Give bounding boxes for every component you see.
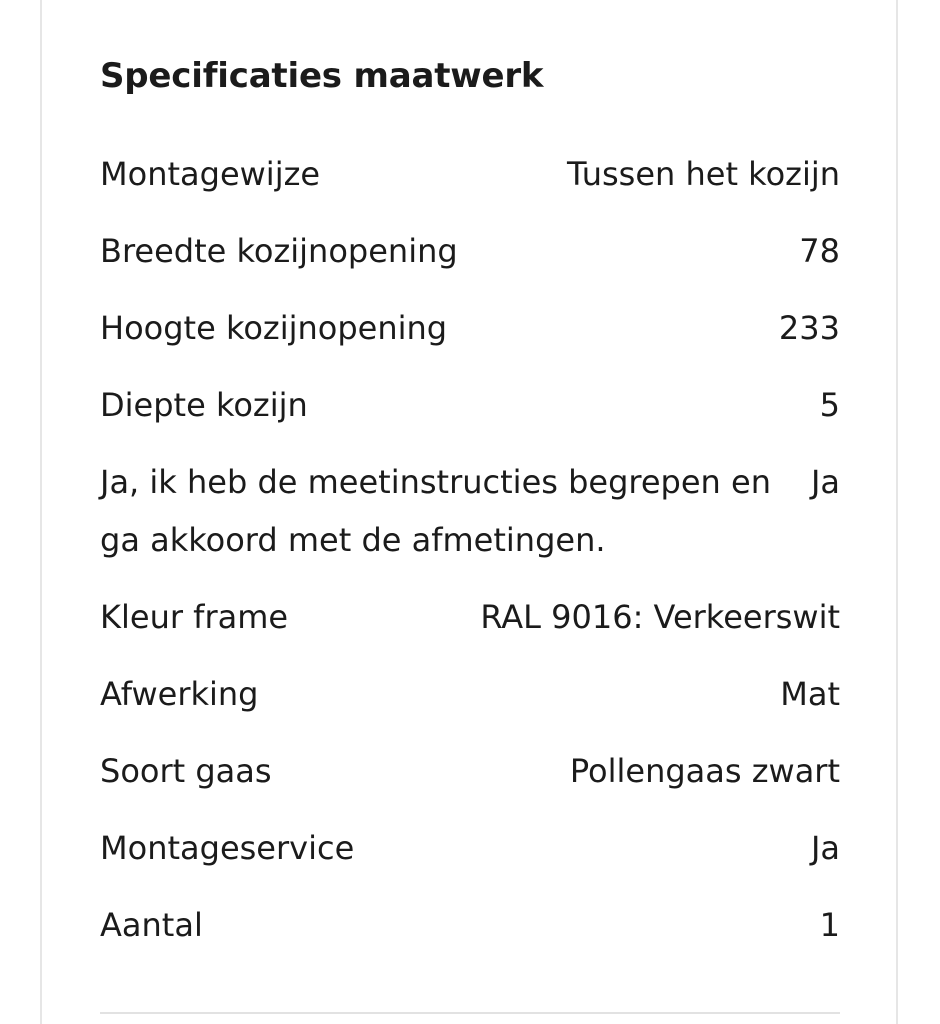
spec-row-meetinstructies xyxy=(100,453,840,569)
spec-list xyxy=(100,145,840,973)
spec-value: 78 xyxy=(799,232,840,270)
spec-row-diepte xyxy=(100,376,840,434)
spec-value: Ja xyxy=(810,829,840,867)
spec-label: Diepte kozijn xyxy=(100,386,308,424)
spec-label: Afwerking xyxy=(100,675,259,713)
spec-value: 233 xyxy=(778,309,840,347)
spec-row-breedte xyxy=(100,222,840,280)
spec-value: Mat xyxy=(780,675,840,713)
spec-value: Ja xyxy=(810,463,840,501)
section-divider xyxy=(100,1012,840,1014)
spec-label: Aantal xyxy=(100,906,203,944)
spec-label: Montagewijze xyxy=(100,155,321,193)
spec-row-aantal xyxy=(100,896,840,954)
spec-row-soort-gaas xyxy=(100,742,840,800)
spec-value: Pollengaas zwart xyxy=(569,752,840,790)
spec-label: Montageservice xyxy=(100,829,355,867)
spec-row-montageservice xyxy=(100,819,840,877)
spec-row-kleur-frame xyxy=(100,588,840,646)
spec-value: Tussen het kozijn xyxy=(567,155,840,193)
spec-label: Hoogte kozijnopening xyxy=(100,309,448,347)
spec-row-montagewijze xyxy=(100,145,840,203)
spec-label: Soort gaas xyxy=(100,752,272,790)
spec-label: Kleur frame xyxy=(100,598,289,636)
spec-row-hoogte xyxy=(100,299,840,357)
spec-value: RAL 9016: Verkeerswit xyxy=(480,598,840,636)
spec-label: Ja, ik heb de meetinstructies begrepen en ga akkoord met de afmetingen. xyxy=(100,463,771,559)
section-title: Specificaties maatwerk xyxy=(100,56,544,96)
spec-value: 5 xyxy=(819,386,840,424)
spec-label: Breedte kozijnopening xyxy=(100,232,458,270)
spec-value: 1 xyxy=(819,906,840,944)
spec-row-afwerking xyxy=(100,665,840,723)
